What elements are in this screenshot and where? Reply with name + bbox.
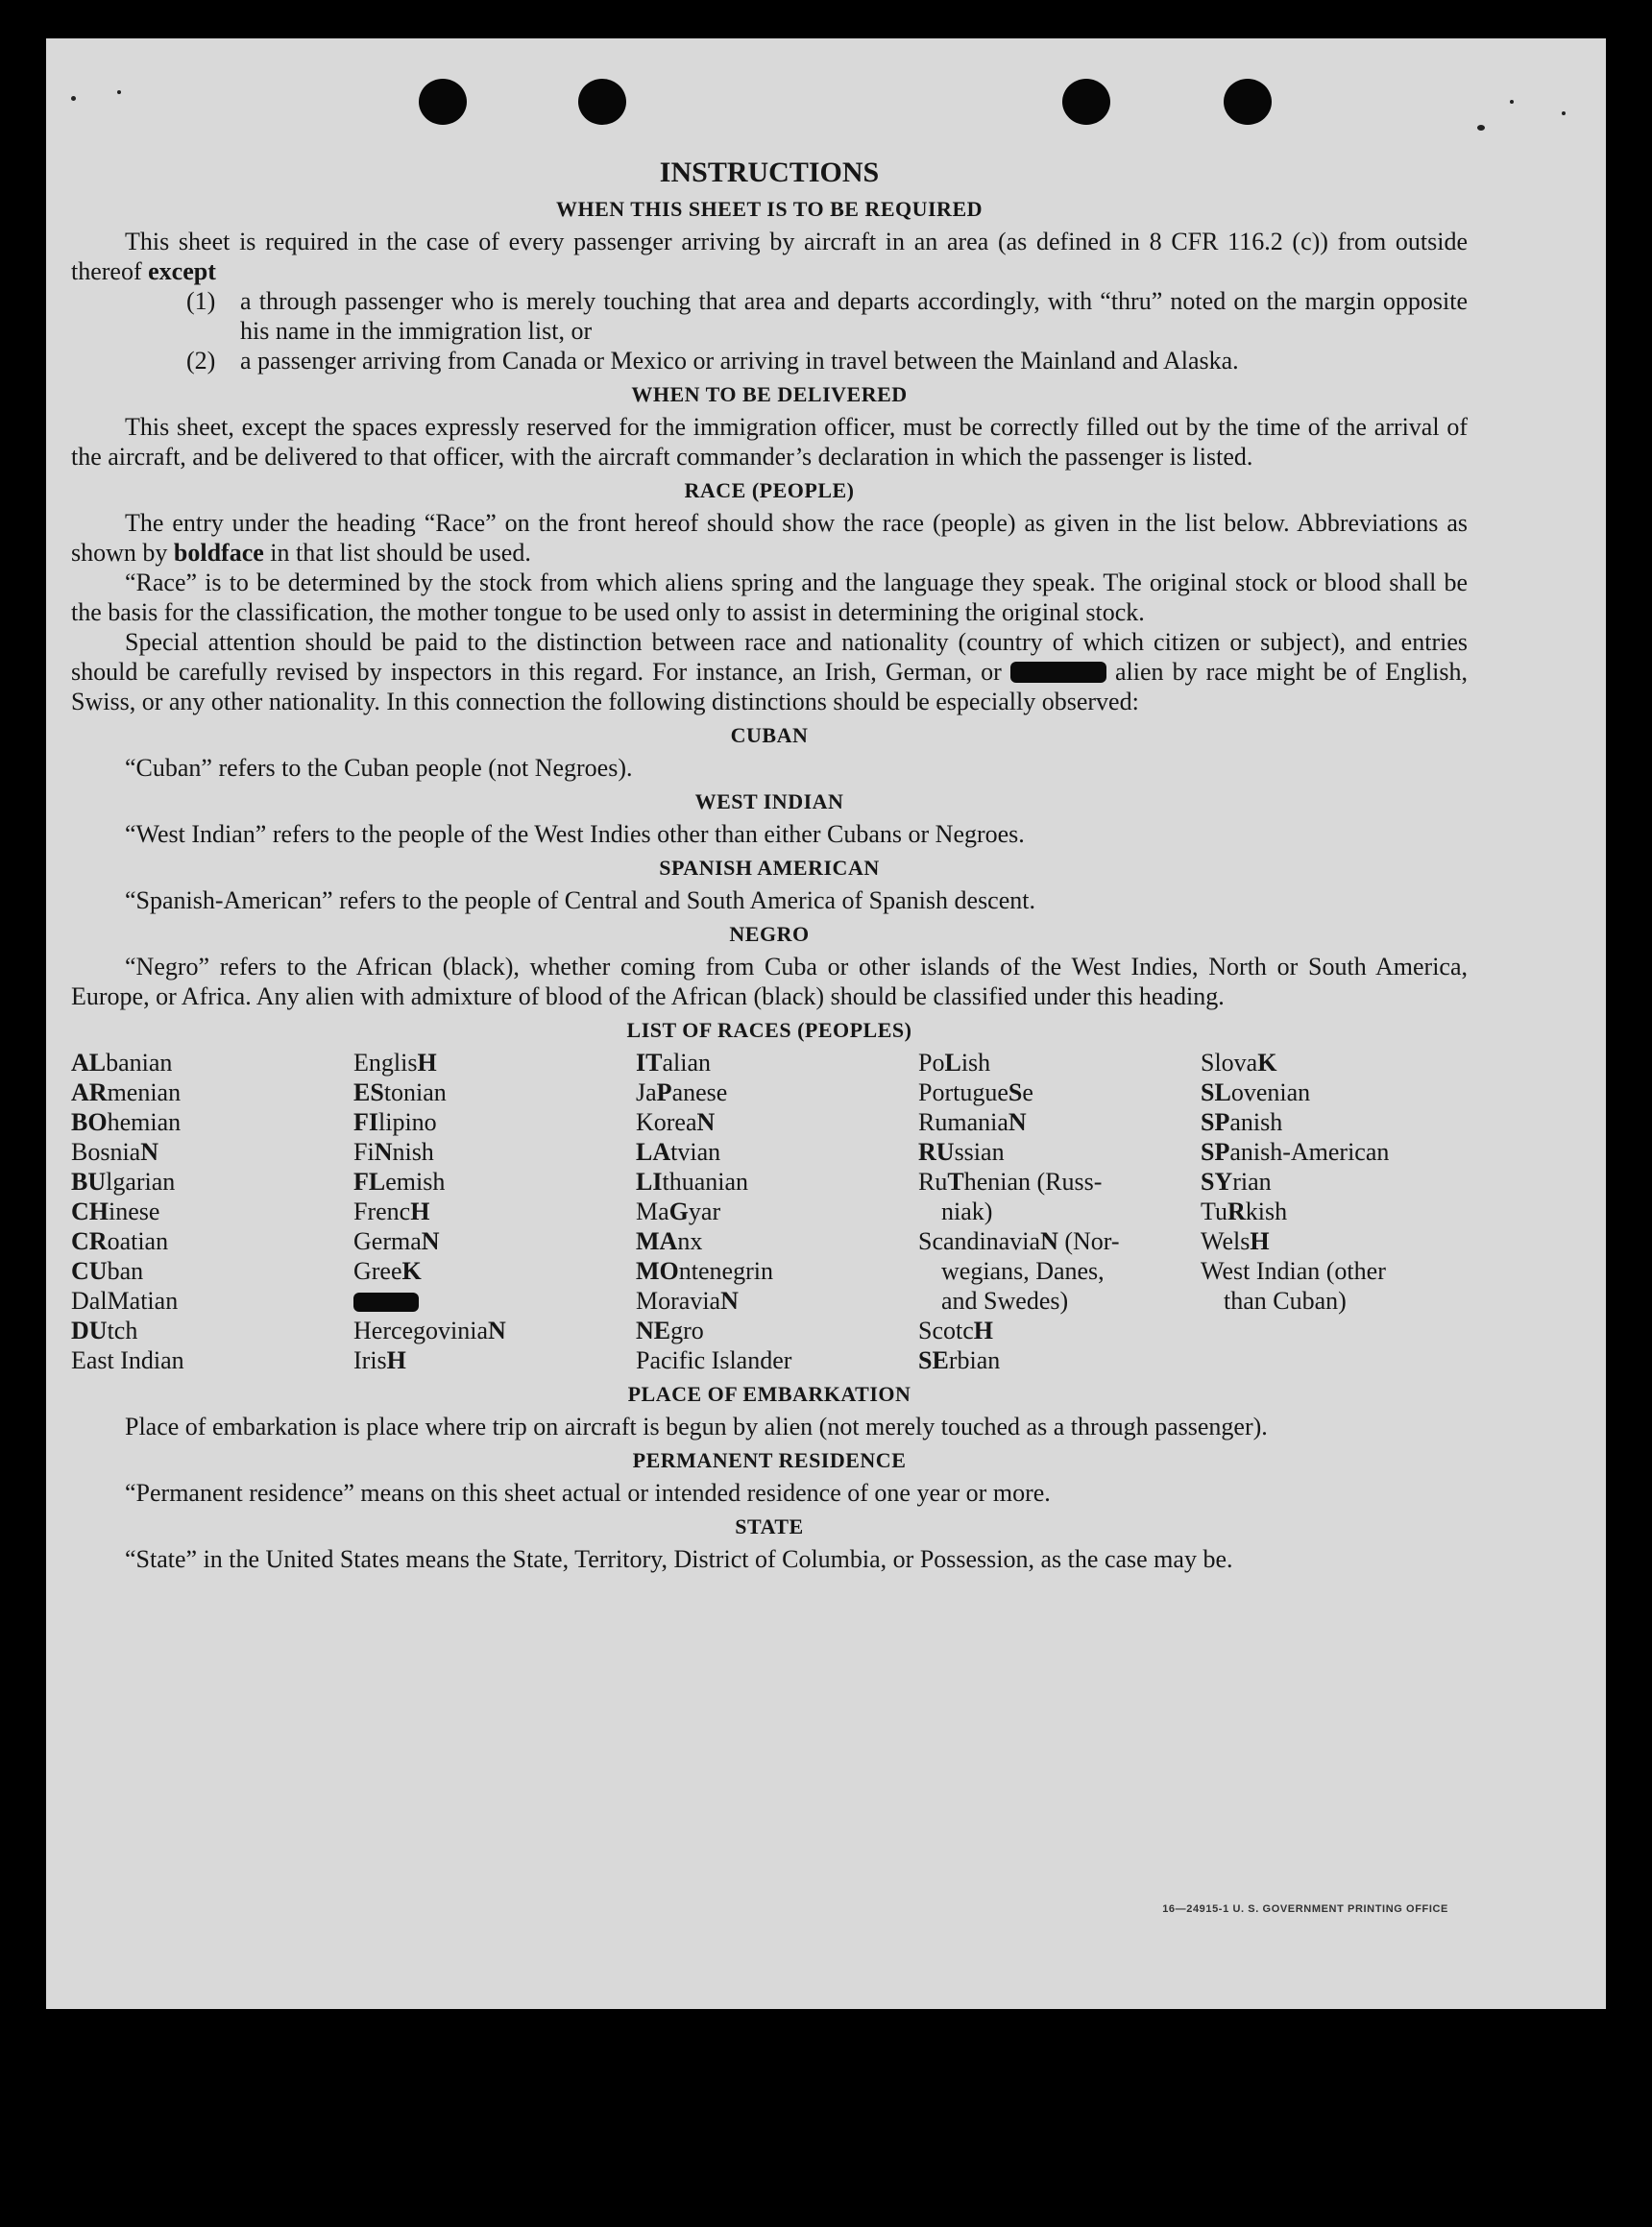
race-entry: niak) xyxy=(941,1198,993,1225)
race-entry: ARmenian xyxy=(71,1078,182,1106)
punch-hole xyxy=(419,79,467,125)
heading-negro: NEGRO xyxy=(729,922,810,946)
heading-spanish-american: SPANISH AMERICAN xyxy=(659,856,880,880)
race-entry: FIlipino xyxy=(353,1108,437,1136)
race-entry: LIthuanian xyxy=(636,1168,748,1196)
printer-imprint: 16—24915-1 U. S. GOVERNMENT PRINTING OFFICE xyxy=(1162,1903,1448,1915)
race-entry: PortugueSe xyxy=(918,1078,1033,1106)
race-entry: TuRkish xyxy=(1201,1198,1288,1225)
race-entry: HercegoviniaN xyxy=(353,1317,506,1344)
race-entry: JaPanese xyxy=(636,1078,728,1106)
paragraph: “Negro” refers to the African (black), whether coming from Cuba or other islands of the West Indies, North or South America, Europe, or Africa. Any alien with admixture of blood of the African (black) should be classified under this heading. xyxy=(71,953,1468,1010)
list-item: (2) a passenger arriving from Canada or Mexico or arriving in travel between the Mainland and Alaska. xyxy=(186,347,1239,375)
ink-speck xyxy=(71,96,76,101)
heading-embarkation: PLACE OF EMBARKATION xyxy=(627,1382,911,1406)
paragraph: “West Indian” refers to the people of the West Indies other than either Cubans or Negroes. xyxy=(125,820,1025,848)
race-entry: DalMatian xyxy=(71,1287,179,1315)
race-entry: CRoatian xyxy=(71,1227,169,1255)
race-entry: SPanish xyxy=(1201,1108,1283,1136)
punch-hole xyxy=(578,79,626,125)
race-entry: BOhemian xyxy=(71,1108,182,1136)
race-entry: wegians, Danes, xyxy=(941,1257,1105,1285)
race-entry: SPanish-American xyxy=(1201,1138,1390,1166)
races-column xyxy=(1201,1048,1483,1375)
race-entry: ScotcH xyxy=(918,1317,993,1344)
race-entry: ALbanian xyxy=(71,1049,173,1077)
race-entry: CHinese xyxy=(71,1198,160,1225)
paragraph: The entry under the heading “Race” on the front hereof should show the race (people) as given in the list below. Abbreviations as shown by boldface in that list should be used. xyxy=(71,509,1468,567)
race-entry: SlovaK xyxy=(1201,1049,1277,1077)
race-entry: ITalian xyxy=(636,1049,711,1077)
races-column xyxy=(71,1048,353,1375)
punch-hole xyxy=(1062,79,1110,125)
heading-when-required: WHEN THIS SHEET IS TO BE REQUIRED xyxy=(555,197,984,221)
race-entry: MAnx xyxy=(636,1227,703,1255)
races-column xyxy=(353,1048,636,1375)
race-entry: NEgro xyxy=(636,1317,704,1344)
heading-race: RACE (PEOPLE) xyxy=(684,478,855,502)
heading-when-delivered: WHEN TO BE DELIVERED xyxy=(631,382,908,406)
race-entry: Pacific Islander xyxy=(636,1346,792,1374)
race-entry: SErbian xyxy=(918,1346,1001,1374)
race-entry: GermaN xyxy=(353,1227,440,1255)
heading-cuban: CUBAN xyxy=(730,723,809,747)
paragraph: “Permanent residence” means on this sheet actual or intended residence of one year or more. xyxy=(125,1479,1051,1507)
race-entry: SLovenian xyxy=(1201,1078,1311,1106)
paragraph: “Spanish-American” refers to the people of Central and South America of Spanish descent. xyxy=(125,886,1035,914)
race-entry: FrencH xyxy=(353,1198,430,1225)
paragraph: This sheet, except the spaces expressly reserved for the immigration officer, must be correctly filled out by the time of the arrival of the aircraft, and be delivered to that officer, with the aircraft commander’s declaration in which the passenger is listed. xyxy=(71,413,1468,471)
race-entry: West Indian (other xyxy=(1201,1257,1386,1285)
race-entry: FiNnish xyxy=(353,1138,434,1166)
race-entry: GreeK xyxy=(353,1257,422,1285)
race-entry: BUlgarian xyxy=(71,1168,176,1196)
heading-state: STATE xyxy=(735,1514,804,1538)
punch-hole xyxy=(1224,79,1272,125)
race-entry: MOntenegrin xyxy=(636,1257,773,1285)
races-column xyxy=(636,1048,918,1375)
race-entry: RuThenian (Russ- xyxy=(918,1168,1103,1196)
paragraph: Special attention should be paid to the distinction between race and nationality (country of which citizen or subject), and entries should be carefully revised by inspectors in this regard. For instance, an Irish, German, or alien by race might be of English, Swiss, or any other nationality. In this connection the following distinctions should be especially observed: xyxy=(71,628,1469,715)
ink-speck xyxy=(1477,125,1485,131)
race-entry: EStonian xyxy=(353,1078,447,1106)
race-entry: East Indian xyxy=(71,1346,184,1374)
race-entry xyxy=(353,1286,636,1316)
paragraph: “Cuban” refers to the Cuban people (not Negroes). xyxy=(125,754,633,782)
race-entry: PoLish xyxy=(918,1049,991,1077)
race-entry: IrisH xyxy=(353,1346,406,1374)
race-entry: MaGyar xyxy=(636,1198,721,1225)
race-entry: CUban xyxy=(71,1257,144,1285)
ink-speck xyxy=(1562,111,1566,115)
race-entry: ScandinaviaN (Nor- xyxy=(918,1227,1120,1255)
heading-list-of-races: LIST OF RACES (PEOPLES) xyxy=(626,1018,912,1042)
paragraph: Place of embarkation is place where trip on aircraft is begun by alien (not merely touched as a through passenger). xyxy=(125,1413,1268,1440)
race-entry: WelsH xyxy=(1201,1227,1270,1255)
race-entry: DUtch xyxy=(71,1317,138,1344)
page-title: INSTRUCTIONS xyxy=(659,157,880,188)
heading-permanent-residence: PERMANENT RESIDENCE xyxy=(632,1448,907,1472)
races-table xyxy=(71,1048,1468,1375)
document-page xyxy=(46,38,1606,2009)
race-entry: KoreaN xyxy=(636,1108,716,1136)
race-entry: RUssian xyxy=(918,1138,1005,1166)
race-entry: than Cuban) xyxy=(1224,1287,1347,1315)
heading-west-indian: WEST INDIAN xyxy=(694,789,844,813)
race-entry: SYrian xyxy=(1201,1168,1272,1196)
redaction-mark xyxy=(353,1293,419,1312)
ink-speck xyxy=(1510,100,1514,104)
races-column xyxy=(918,1048,1201,1375)
paragraph: This sheet is required in the case of every passenger arriving by aircraft in an area (as defined in 8 CFR 116.2 (c)) from outside thereof except xyxy=(71,228,1468,285)
race-entry: MoraviaN xyxy=(636,1287,739,1315)
list-item: (1) a through passenger who is merely touching that area and departs accordingly, with “thru” noted on the margin opposite his name in the immigration list, or xyxy=(186,287,1468,345)
race-entry: LAtvian xyxy=(636,1138,721,1166)
ink-speck xyxy=(117,90,121,94)
race-entry: RumaniaN xyxy=(918,1108,1027,1136)
paragraph: “State” in the United States means the State, Territory, District of Columbia, or Possession, as the case may be. xyxy=(125,1545,1233,1573)
race-entry: FLemish xyxy=(353,1168,446,1196)
race-entry: EnglisH xyxy=(353,1049,437,1077)
paragraph: “Race” is to be determined by the stock from which aliens spring and the language they speak. The original stock or blood shall be the basis for the classification, the mother tongue to be used only to assist in determining the original stock. xyxy=(71,569,1468,626)
redaction-mark xyxy=(1010,662,1106,683)
race-entry: and Swedes) xyxy=(941,1287,1069,1315)
race-entry: BosniaN xyxy=(71,1138,159,1166)
instructions-body xyxy=(71,156,1468,1574)
